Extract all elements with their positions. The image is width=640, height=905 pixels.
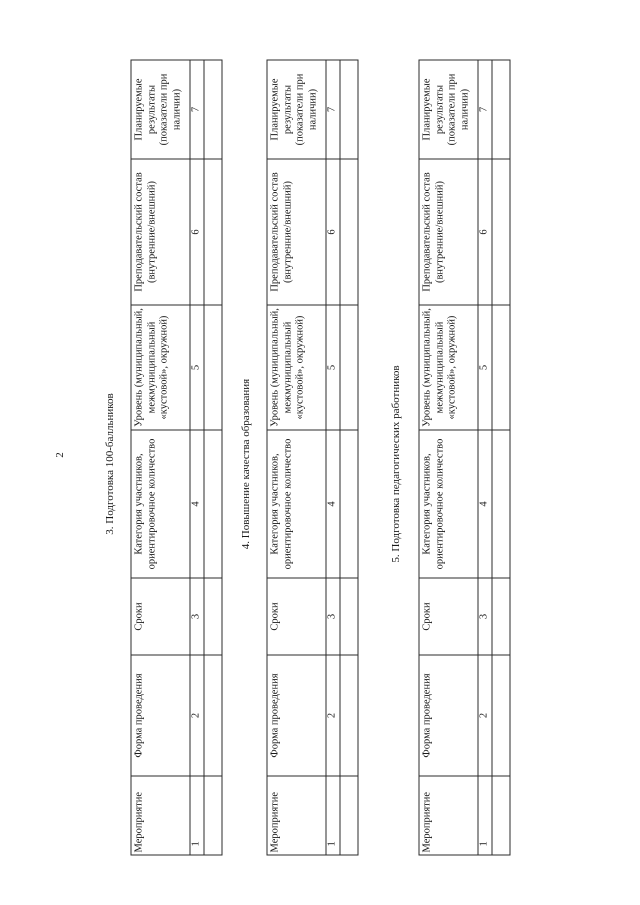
- column-header: Уровень (муниципальный, межмуниципальный «кустовой», окружной): [419, 305, 478, 430]
- column-number-row: [190, 60, 204, 855]
- column-header: Категория участников, ориентировочное количество: [419, 430, 478, 578]
- column-header: Категория участников, ориентировочное количество: [131, 430, 190, 578]
- section-table: [266, 60, 357, 855]
- empty-cell: [204, 60, 222, 159]
- column-number: 2: [478, 655, 492, 776]
- empty-cell: [492, 430, 510, 578]
- column-header: Преподавательский состав (внутренние/внешний): [267, 159, 326, 305]
- column-number: 3: [190, 578, 204, 655]
- column-header: Мероприятие: [267, 776, 326, 855]
- column-header: Форма проведения: [419, 655, 478, 776]
- column-header: Уровень (муниципальный, межмуниципальный «кустовой», окружной): [131, 305, 190, 430]
- column-number: 7: [478, 60, 492, 159]
- column-header: Планируемые результаты (показатели при наличии): [419, 60, 478, 159]
- empty-cell: [340, 305, 358, 430]
- plan-table: [266, 59, 358, 855]
- empty-cell: [492, 159, 510, 305]
- column-number: 3: [326, 578, 340, 655]
- column-number: 2: [326, 655, 340, 776]
- column-number: 7: [326, 60, 340, 159]
- column-number: 5: [478, 305, 492, 430]
- column-header: Преподавательский состав (внутренние/внешний): [131, 159, 190, 305]
- empty-cell: [340, 159, 358, 305]
- empty-cell: [204, 578, 222, 655]
- column-header: Мероприятие: [131, 776, 190, 855]
- empty-cell: [340, 430, 358, 578]
- empty-cell: [340, 60, 358, 159]
- empty-cell: [204, 776, 222, 855]
- section-title: 5. Подготовка педагогических работников: [390, 365, 402, 563]
- column-header: Категория участников, ориентировочное количество: [267, 430, 326, 578]
- empty-cell: [492, 60, 510, 159]
- header-row: [267, 60, 326, 855]
- column-number: 4: [326, 430, 340, 578]
- plan-table: [130, 59, 222, 855]
- column-header: Мероприятие: [419, 776, 478, 855]
- column-header: Преподавательский состав (внутренние/внешний): [419, 159, 478, 305]
- column-header: Планируемые результаты (показатели при наличии): [131, 60, 190, 159]
- column-number: 6: [326, 159, 340, 305]
- section-title: 4. Повышение качества образования: [240, 378, 252, 550]
- column-number: 6: [478, 159, 492, 305]
- section-title: 3. Подготовка 100-балльников: [104, 393, 116, 535]
- column-header: Форма проведения: [131, 655, 190, 776]
- column-number: 1: [478, 776, 492, 855]
- column-header: Форма проведения: [267, 655, 326, 776]
- column-number: 7: [190, 60, 204, 159]
- page-number: 2: [54, 452, 66, 458]
- empty-cell: [204, 305, 222, 430]
- column-number: 4: [190, 430, 204, 578]
- header-row: [419, 60, 478, 855]
- section-table: [418, 60, 509, 855]
- column-header: Сроки: [419, 578, 478, 655]
- empty-cell: [340, 776, 358, 855]
- column-number: 5: [326, 305, 340, 430]
- column-number: 2: [190, 655, 204, 776]
- empty-cell: [492, 655, 510, 776]
- column-header: Уровень (муниципальный, межмуниципальный «кустовой», окружной): [267, 305, 326, 430]
- empty-cell: [204, 430, 222, 578]
- column-header: Сроки: [131, 578, 190, 655]
- section-table: [130, 60, 221, 855]
- empty-cell: [492, 305, 510, 430]
- column-number-row: [478, 60, 492, 855]
- column-number: 1: [326, 776, 340, 855]
- empty-cell: [492, 578, 510, 655]
- empty-row: [204, 60, 222, 855]
- column-number: 6: [190, 159, 204, 305]
- column-number: 5: [190, 305, 204, 430]
- header-row: [131, 60, 190, 855]
- plan-table: [418, 59, 510, 855]
- empty-row: [340, 60, 358, 855]
- empty-cell: [492, 776, 510, 855]
- column-header: Сроки: [267, 578, 326, 655]
- column-number-row: [326, 60, 340, 855]
- empty-cell: [204, 655, 222, 776]
- column-number: 3: [478, 578, 492, 655]
- empty-cell: [340, 578, 358, 655]
- column-number: 1: [190, 776, 204, 855]
- empty-cell: [340, 655, 358, 776]
- empty-row: [492, 60, 510, 855]
- column-header: Планируемые результаты (показатели при наличии): [267, 60, 326, 159]
- empty-cell: [204, 159, 222, 305]
- column-number: 4: [478, 430, 492, 578]
